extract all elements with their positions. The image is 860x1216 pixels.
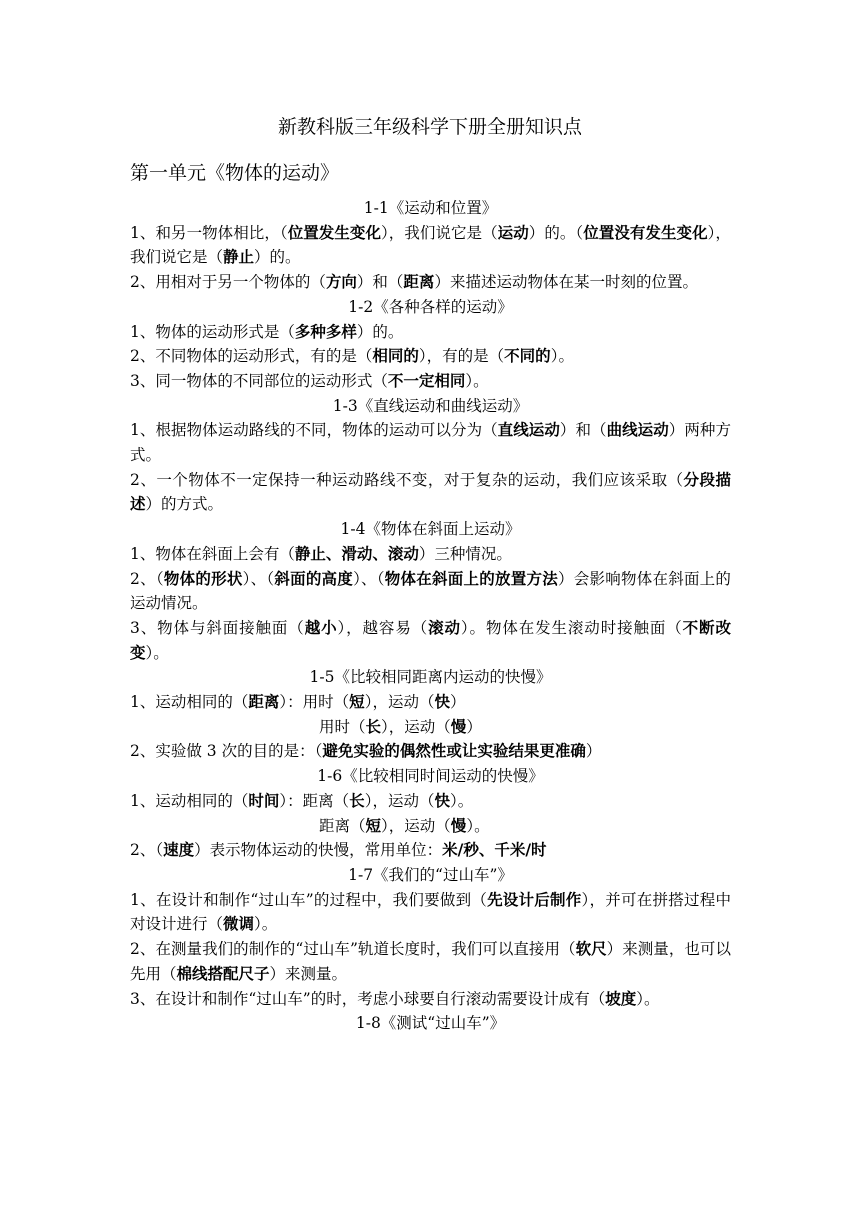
knowledge-point <box>130 369 731 394</box>
text-segment: 同一物体的不同部位的运动形式（ <box>155 371 388 390</box>
knowledge-point <box>130 344 731 369</box>
text-segment: ）。 <box>254 915 278 934</box>
key-term: 时间 <box>248 790 280 810</box>
key-term: 长 <box>365 716 382 736</box>
knowledge-point <box>130 838 731 863</box>
text-segment: ）三种情况。 <box>418 544 512 563</box>
text-segment: ）来测量，也可以先用（ <box>130 940 731 983</box>
item-number: 3、 <box>130 371 156 390</box>
text-segment: ）的方式。 <box>145 495 224 514</box>
item-number: 1、 <box>130 544 156 563</box>
text-segment: （ <box>155 841 164 860</box>
key-term: 微调 <box>223 914 255 934</box>
text-segment: 不同物体的运动形式，有的是（ <box>155 347 373 366</box>
text-segment: 和另一物体相比，（ <box>155 223 288 242</box>
knowledge-point <box>130 987 731 1012</box>
item-number: 3、 <box>130 618 158 637</box>
key-term: 位置发生变化 <box>287 222 381 242</box>
knowledge-point <box>130 468 731 517</box>
key-term: 相同的 <box>372 346 419 366</box>
text-segment: ）、（ <box>353 569 385 588</box>
key-term: 快 <box>434 790 450 810</box>
text-segment: ），运动（ <box>381 816 451 835</box>
lesson-title: 1-5《比较相同距离内运动的快慢》 <box>309 668 552 687</box>
item-number: 1、 <box>130 322 156 341</box>
key-term: 快 <box>434 692 450 712</box>
text-segment: ）。 <box>145 643 169 662</box>
text-segment: ）的。 <box>254 248 301 267</box>
knowledge-point <box>130 814 731 839</box>
text-segment: 距离（ <box>319 816 366 835</box>
text-segment: 物体与斜面接触面（ <box>157 618 305 637</box>
lesson-title: 1-4《物体在斜面上运动》 <box>340 520 521 539</box>
knowledge-point <box>130 320 731 345</box>
text-segment: ）。物体在发生滚动时接触面（ <box>460 618 683 637</box>
key-term: 方向 <box>325 272 357 292</box>
key-term: 曲线运动 <box>606 420 669 440</box>
key-term: 避免实验的偶然性或让实验结果更准确 <box>322 741 586 761</box>
key-term: 物体的形状 <box>163 568 243 588</box>
key-term: 慢 <box>450 815 467 835</box>
key-term: 速度 <box>163 840 195 860</box>
text-segment: ）、（ <box>242 569 275 588</box>
text-segment: 实验做 3 次的目的是：（ <box>155 742 323 761</box>
text-segment: ）和（ <box>356 273 404 292</box>
text-segment: 运动相同的（ <box>155 693 249 712</box>
item-number: 2、 <box>130 347 156 366</box>
text-segment: ）来描述运动物体在某一时刻的位置。 <box>434 273 698 292</box>
text-segment: 用时（ <box>319 717 366 736</box>
key-term: 斜面的高度 <box>274 568 354 588</box>
document-content <box>130 196 731 1036</box>
text-segment: ），运动（ <box>381 717 451 736</box>
lesson-title: 1-7《我们的“过山车”》 <box>348 865 513 884</box>
key-term: 越小 <box>304 617 338 637</box>
text-segment: ） <box>585 742 602 761</box>
item-number: 1、 <box>130 693 156 712</box>
text-segment: ）。 <box>466 816 490 835</box>
text-segment: 用相对于另一个物体的（ <box>155 273 326 292</box>
key-term: 短 <box>349 692 365 712</box>
key-term: 物体在斜面上的放置方法 <box>384 568 558 588</box>
knowledge-point <box>130 542 731 567</box>
key-term: 静止、滑动、滚动 <box>294 543 419 563</box>
text-segment: 根据物体运动路线的不同，物体的运动可以分为（ <box>155 421 498 440</box>
key-term: 不断改变 <box>130 617 731 662</box>
key-term: 长 <box>349 790 365 810</box>
item-number: 2、 <box>130 742 156 761</box>
text-segment: ）：用时（ <box>279 693 350 712</box>
text-segment: 在设计和制作“过山车”的过程中，我们要做到（ <box>155 890 488 909</box>
key-term: 距离 <box>248 692 280 712</box>
item-number: 2、 <box>130 273 156 292</box>
text-segment: ）。 <box>636 989 660 1008</box>
item-number: 1、 <box>130 791 156 810</box>
key-term: 滚动 <box>428 617 461 637</box>
key-term: 直线运动 <box>497 420 560 440</box>
document-title: 新教科版三年级科学下册全册知识点 <box>277 116 582 138</box>
key-term: 慢 <box>450 716 467 736</box>
text-segment: 运动相同的（ <box>155 791 249 810</box>
lesson-title: 1-6《比较相同时间运动的快慢》 <box>317 767 544 786</box>
item-number: 2、 <box>130 470 157 489</box>
text-segment: （ <box>155 569 164 588</box>
lesson-title: 1-8《测试“过山车”》 <box>355 1014 506 1033</box>
text-segment: ），运动（ <box>364 791 435 810</box>
text-segment: 在测量我们的制作的“过山车”轨道长度时，我们可以直接用（ <box>155 940 576 959</box>
knowledge-point <box>130 739 731 764</box>
text-segment: ），我们说它是（ <box>381 223 498 242</box>
knowledge-point <box>130 567 731 616</box>
knowledge-point <box>130 690 731 715</box>
lesson-title: 1-2《各种各样的运动》 <box>348 297 513 316</box>
key-term: 先设计后制作 <box>487 889 582 909</box>
text-segment: 在设计和制作“过山车”的时，考虑小球要自行滚动需要设计成有（ <box>155 989 606 1008</box>
key-term: 不一定相同 <box>387 370 466 390</box>
text-segment: 物体的运动形式是（ <box>155 322 295 341</box>
text-segment: ），有的是（ <box>418 347 505 366</box>
text-segment: ）。 <box>550 347 574 366</box>
item-number: 1、 <box>130 223 156 242</box>
knowledge-point <box>130 221 731 270</box>
text-segment: ）和（ <box>559 421 607 440</box>
knowledge-point <box>130 270 731 295</box>
lesson-title: 1-1《运动和位置》 <box>363 199 498 217</box>
item-number: 2、 <box>130 569 156 588</box>
unit-title: 第一单元《物体的运动》 <box>130 162 340 184</box>
text-segment: ）。 <box>465 371 489 390</box>
item-number: 2、 <box>130 940 156 959</box>
text-segment: 一个物体不一定保持一种运动路线不变，对于复杂的运动，我们应该采取（ <box>156 470 684 489</box>
item-number: 1、 <box>130 890 156 909</box>
item-number: 1、 <box>130 421 156 440</box>
knowledge-point <box>130 616 731 665</box>
text-segment: ） <box>449 693 466 712</box>
text-segment: ）会影响物体在斜面上的运动情况。 <box>130 569 731 613</box>
item-number: 2、 <box>130 841 156 860</box>
lesson-title: 1-3《直线运动和曲线运动》 <box>332 396 529 415</box>
key-term: 棉线搭配尺子 <box>176 963 270 983</box>
key-term: 多种多样 <box>294 321 357 341</box>
text-segment: ）两种方式。 <box>130 421 731 465</box>
key-term: 坡度 <box>605 988 637 1008</box>
text-segment: ）：距离（ <box>279 791 350 810</box>
key-term: 短 <box>365 815 382 835</box>
knowledge-point <box>130 937 731 986</box>
key-term: 静止 <box>223 247 255 267</box>
text-segment: 物体在斜面上会有（ <box>155 544 295 563</box>
knowledge-point <box>130 418 731 467</box>
text-segment: ），越容易（ <box>337 618 429 637</box>
key-term: 运动 <box>497 222 529 242</box>
key-term: 软尺 <box>575 939 607 959</box>
key-term: 距离 <box>403 272 435 292</box>
key-term: 分段描述 <box>130 469 731 514</box>
text-segment: ），运动（ <box>364 693 435 712</box>
text-segment: ），我们说它是（ <box>130 223 731 267</box>
key-term: 不同的 <box>504 346 551 366</box>
text-segment: ），并可在拼搭过程中对设计进行（ <box>130 890 731 934</box>
text-segment: ）来测量。 <box>269 964 348 983</box>
knowledge-point <box>130 888 731 937</box>
knowledge-point <box>130 789 731 814</box>
text-segment: ）表示物体运动的快慢，常用单位： <box>194 841 443 860</box>
key-term: 位置没有发生变化 <box>583 222 708 242</box>
text-segment: ）的。（ <box>528 223 584 242</box>
key-term: 米/秒、千米/时 <box>442 840 547 860</box>
text-segment: ） <box>466 717 482 736</box>
text-segment: ）的。 <box>356 322 404 341</box>
item-number: 3、 <box>130 989 156 1008</box>
text-segment: ）。 <box>449 791 474 810</box>
knowledge-point <box>130 715 731 740</box>
